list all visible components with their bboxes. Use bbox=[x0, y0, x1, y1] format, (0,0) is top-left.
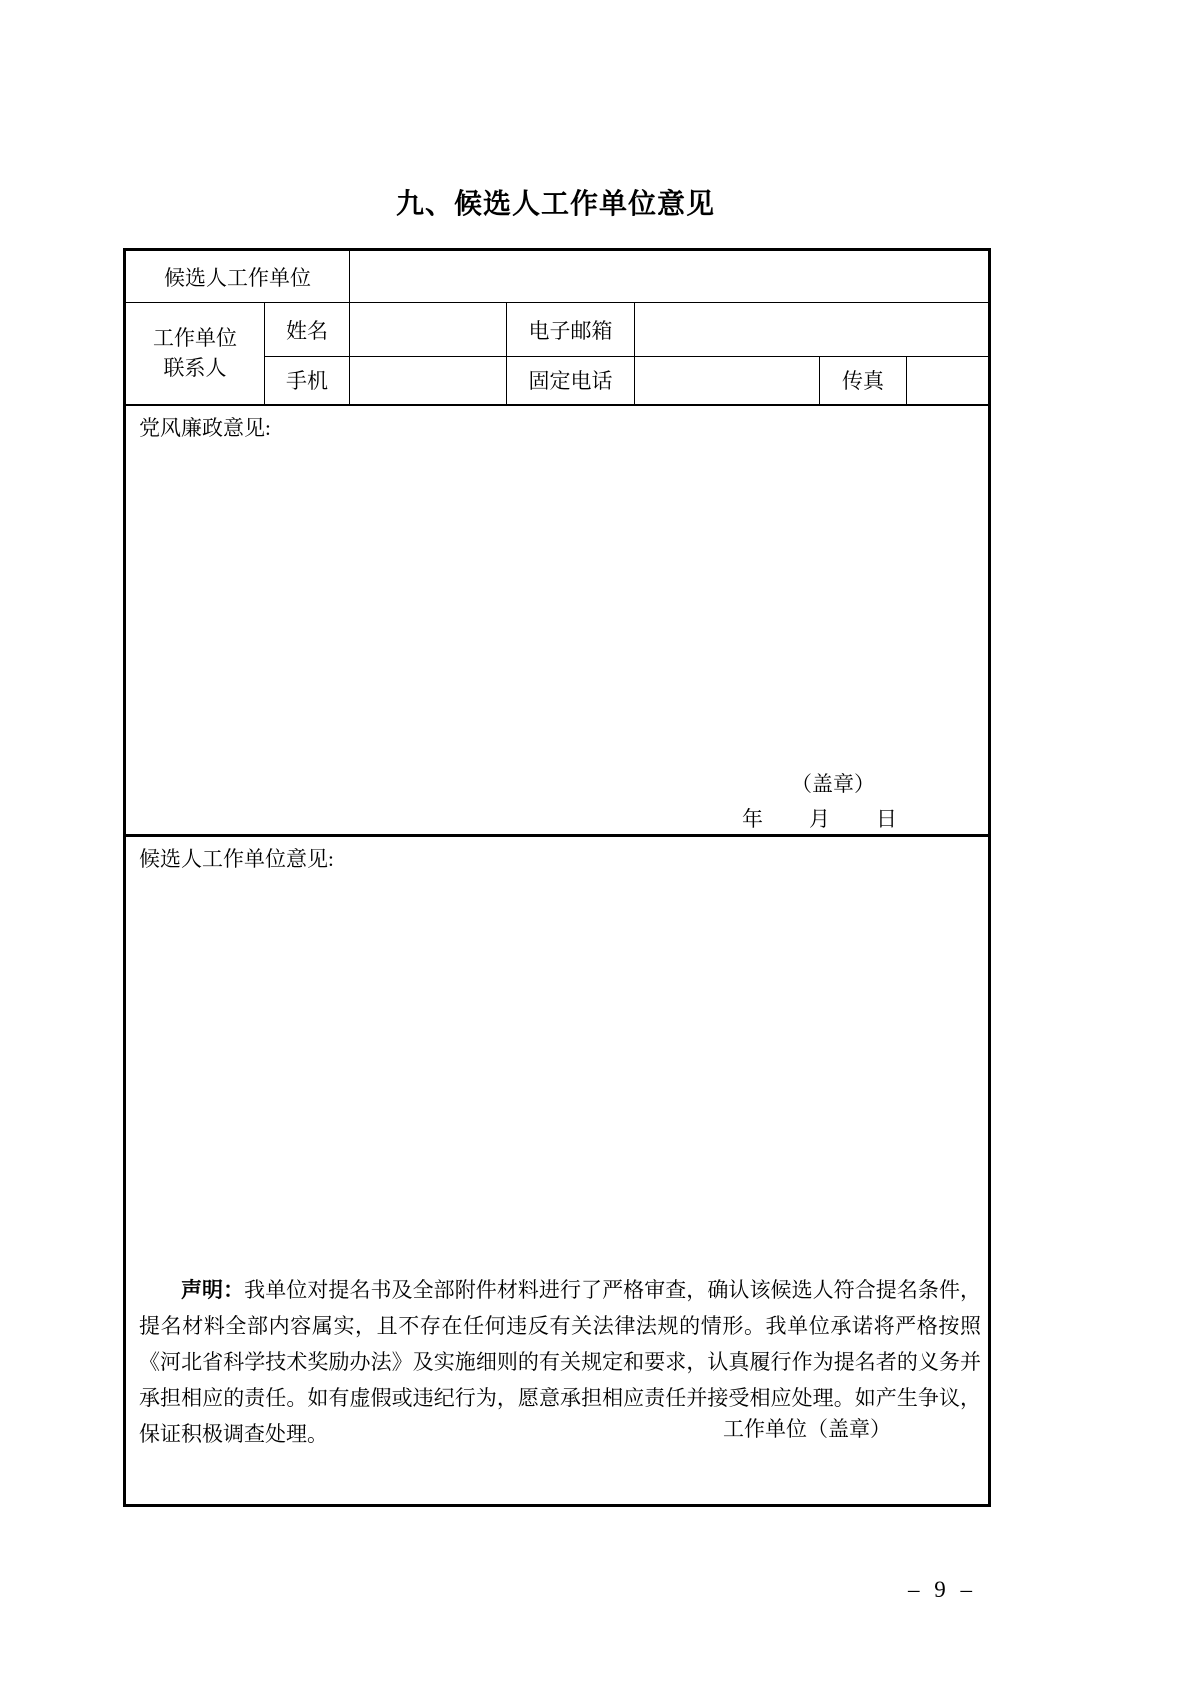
integrity-date-line bbox=[742, 803, 897, 833]
work-unit-stamp-hint: 工作单位（盖章） bbox=[723, 1416, 891, 1441]
name-field[interactable] bbox=[350, 303, 507, 357]
declaration-lead: 声明： bbox=[181, 1277, 245, 1302]
date-month-label: 月 bbox=[809, 806, 830, 831]
declaration-body: 我单位对提名书及全部附件材料进行了严格审查，确认该候选人符合提名条件，提名材料全部内容属实，且不存在任何违反有关法律法规的情形。我单位承诺将严格按照《河北省科学技术奖励办法》及实施细则的有关规定和要求，认真履行作为提名者的义务并承担相应的责任。如有虚假或违纪行为，愿意承担相应责任并接受相应处理。如产生争议，保证积极调查处理。 bbox=[139, 1277, 982, 1446]
contact-group-label bbox=[125, 303, 265, 405]
mobile-field[interactable] bbox=[350, 357, 507, 405]
integrity-opinion-cell bbox=[125, 405, 990, 836]
work-unit-opinion-cell bbox=[125, 835, 990, 1505]
integrity-opinion-heading: 党风廉政意见: bbox=[139, 415, 271, 440]
work-unit-opinion-table bbox=[123, 248, 991, 1507]
email-label: 电子邮箱 bbox=[507, 303, 635, 357]
email-field[interactable] bbox=[635, 303, 990, 357]
fax-label: 传真 bbox=[820, 357, 907, 405]
landline-label: 固定电话 bbox=[507, 357, 635, 405]
table-row bbox=[125, 250, 990, 303]
table-row bbox=[125, 303, 990, 357]
page-title: 九、候选人工作单位意见 bbox=[395, 188, 715, 219]
candidate-work-unit-label: 候选人工作单位 bbox=[125, 250, 350, 303]
contact-group-label-line1: 工作单位 bbox=[153, 326, 237, 351]
candidate-work-unit-field[interactable] bbox=[350, 250, 990, 303]
integrity-stamp-hint: （盖章） bbox=[791, 771, 875, 796]
table-row bbox=[125, 835, 990, 1505]
work-unit-opinion-heading: 候选人工作单位意见: bbox=[139, 846, 334, 871]
table-row bbox=[125, 405, 990, 836]
date-year-label: 年 bbox=[742, 806, 763, 831]
contact-group-label-line2: 联系人 bbox=[163, 356, 227, 381]
mobile-label: 手机 bbox=[265, 357, 350, 405]
name-label: 姓名 bbox=[265, 303, 350, 357]
fax-field[interactable] bbox=[907, 357, 990, 405]
page-number: – 9 – bbox=[908, 1577, 972, 1602]
landline-field[interactable] bbox=[635, 357, 820, 405]
date-day-label: 日 bbox=[876, 806, 897, 831]
